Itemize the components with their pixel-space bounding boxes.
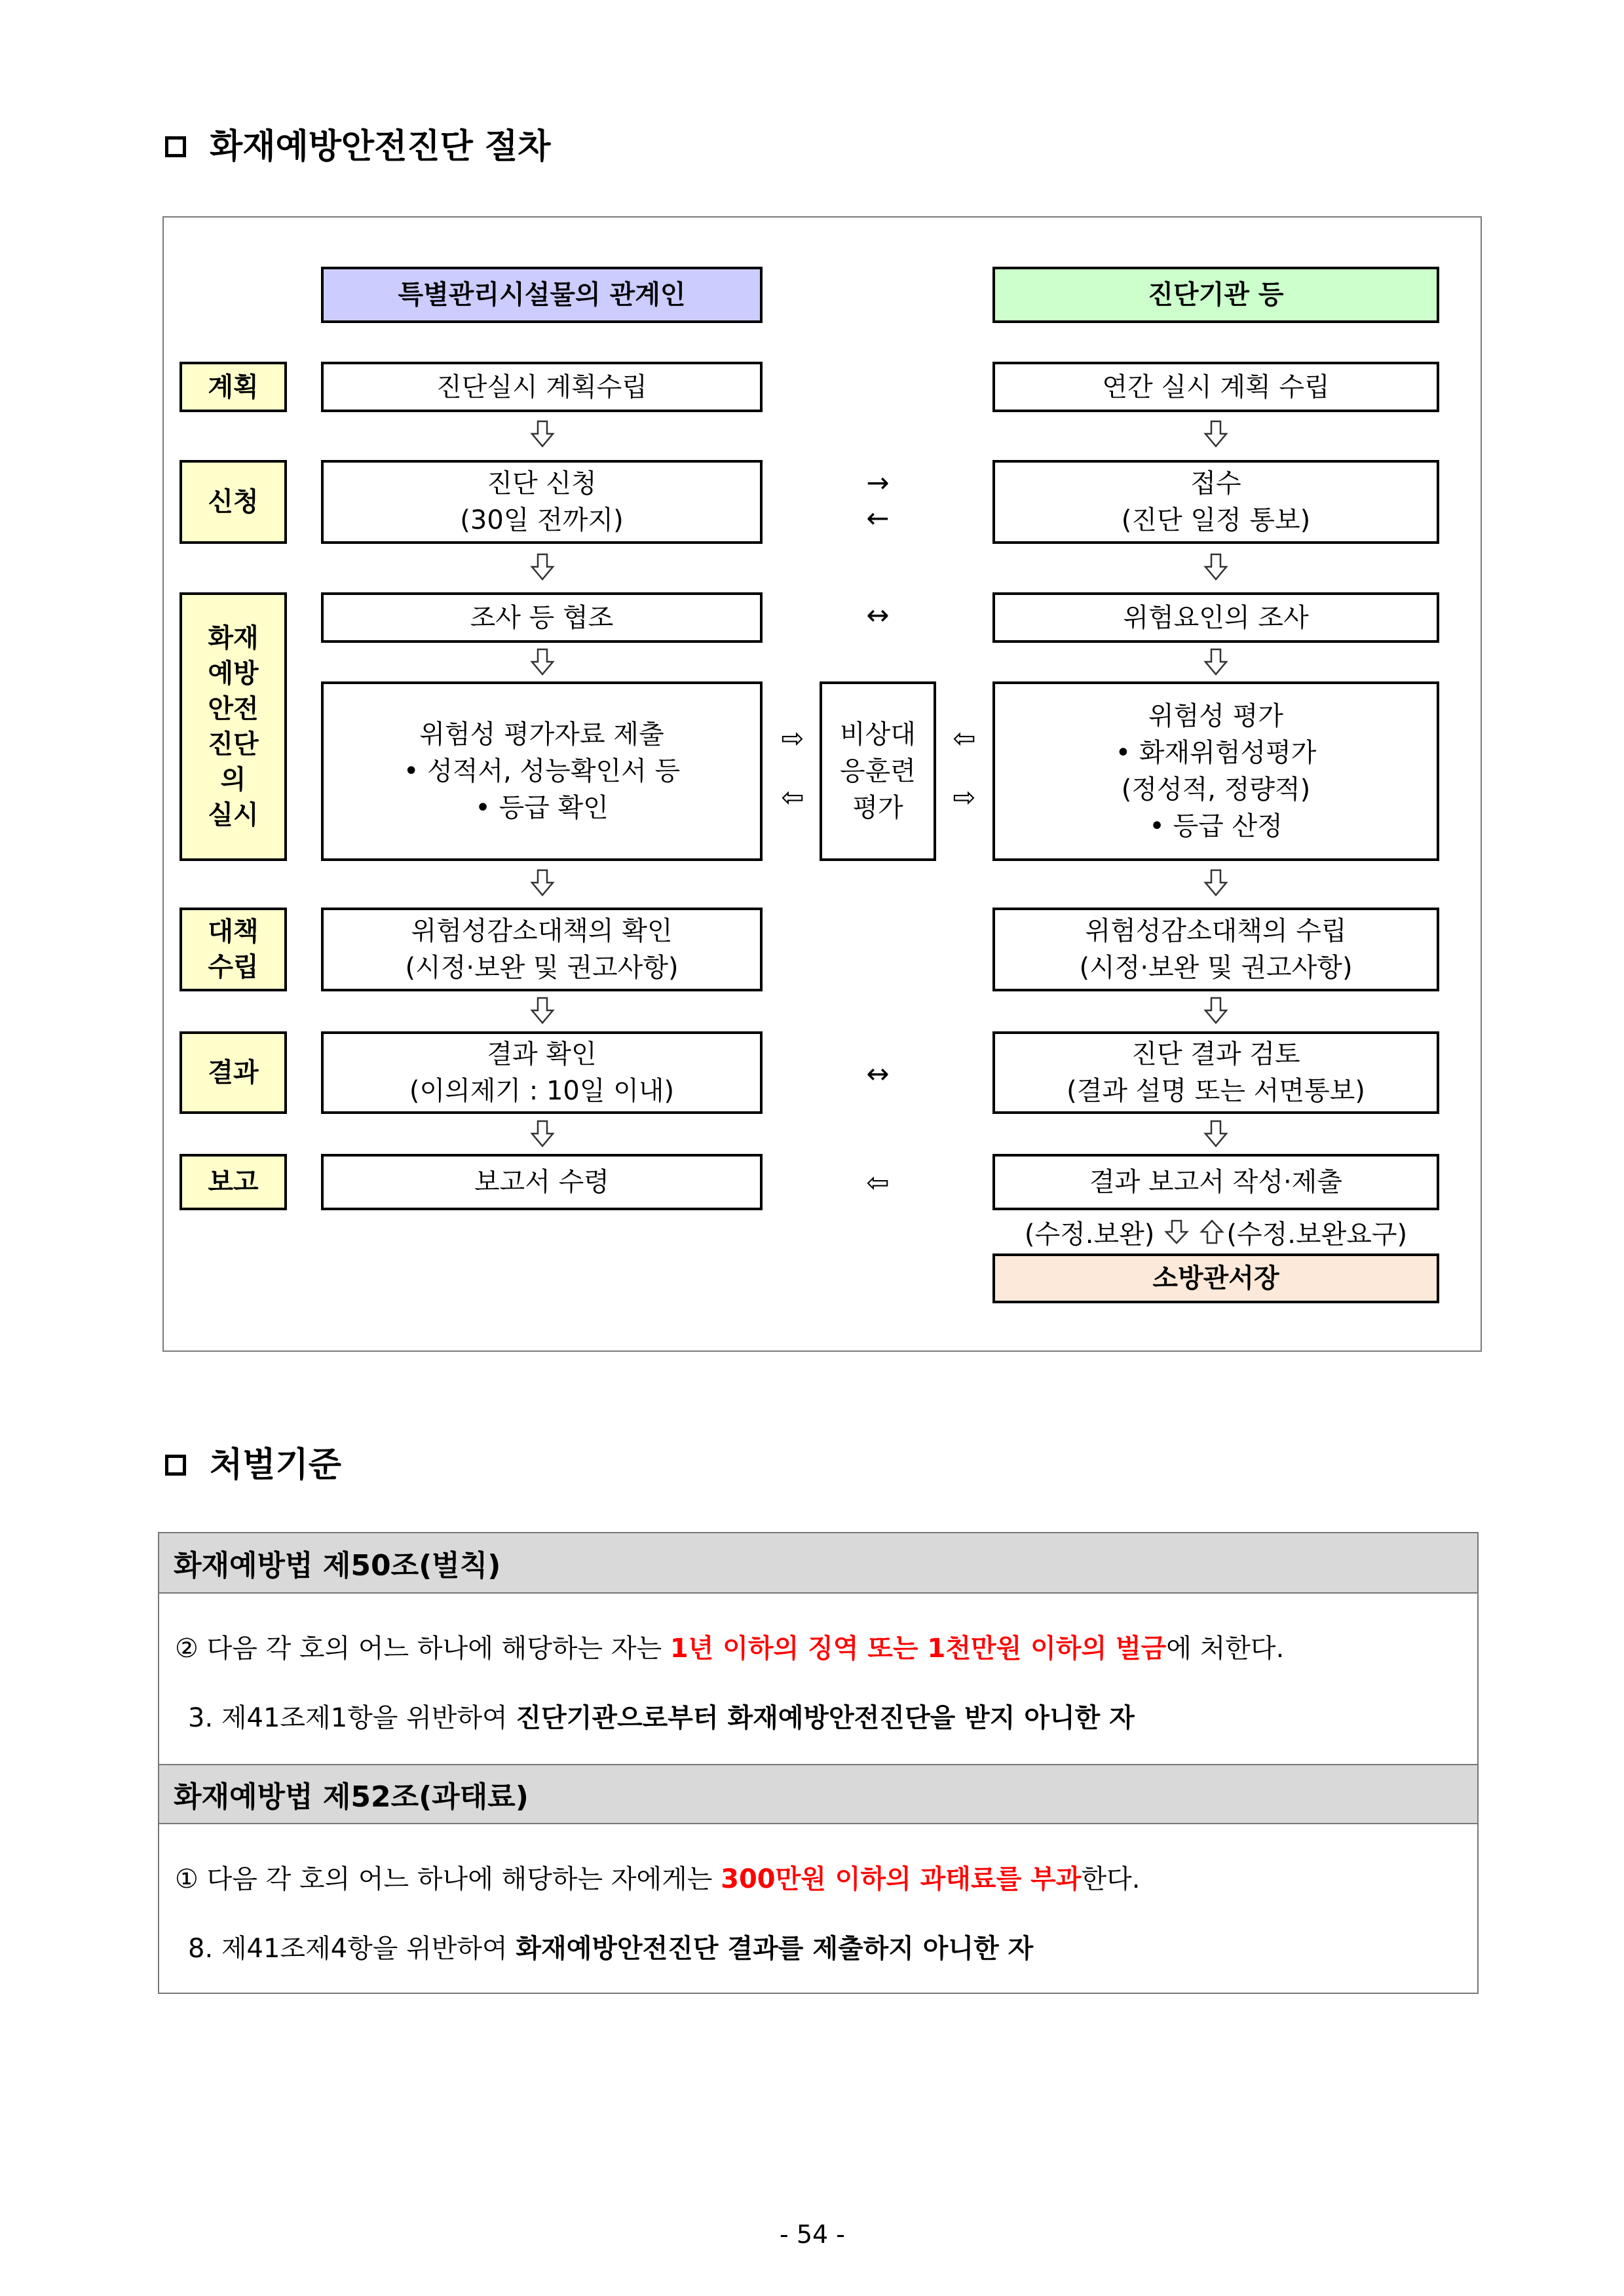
stage-result: 결과 <box>179 1031 287 1114</box>
hollow-down-arrow-icon <box>529 1119 556 1148</box>
stage-exec-line: 예방 <box>208 659 259 689</box>
right-evaluate-line: • 화재위험성평가 <box>1115 738 1317 768</box>
stage-measure <box>179 908 287 991</box>
left-apply-line: (30일 전까지) <box>460 505 624 535</box>
stage-exec-line: 안전 <box>208 694 259 724</box>
hollow-up-arrow-icon <box>1199 1219 1225 1245</box>
article50-item <box>188 1697 1135 1734</box>
article52-clause <box>175 1858 1140 1896</box>
left-measure-line: (시정·보완 및 권고사항) <box>405 953 679 983</box>
drill-line: 비상대 <box>840 719 916 750</box>
left-result-line: (이의제기 : 10일 이내) <box>409 1076 675 1106</box>
clause-text: ① 다음 각 호의 어느 하나에 해당하는 자에게는 <box>175 1864 721 1894</box>
left-apply-line: 진단 신청 <box>487 469 597 499</box>
fire-chief-box: 소방관서장 <box>992 1253 1439 1303</box>
right-apply-line: (진단 일정 통보) <box>1121 505 1311 535</box>
hollow-down-arrow-icon <box>529 419 556 448</box>
right-investigate-box: 위험요인의 조사 <box>992 592 1439 643</box>
hollow-left-arrow-icon: ⇦ <box>781 781 804 813</box>
right-result-line: (결과 설명 또는 서면통보) <box>1067 1076 1365 1106</box>
right-evaluate-line: • 등급 산정 <box>1149 811 1283 841</box>
hollow-down-arrow-icon <box>1203 647 1229 676</box>
stage-measure-line: 수립 <box>208 952 259 982</box>
stage-exec-line: 실시 <box>208 800 259 830</box>
drill-evaluation-box <box>820 681 936 861</box>
left-cooperate-box: 조사 등 협조 <box>321 592 763 643</box>
right-measure-line: 위험성감소대책의 수립 <box>1085 916 1347 946</box>
left-apply-box <box>321 460 763 544</box>
revision-note-left: (수정.보완) <box>1024 1219 1155 1250</box>
right-report-box: 결과 보고서 작성·제출 <box>992 1154 1439 1210</box>
left-arrow-icon: ← <box>866 502 890 534</box>
article52-item <box>188 1928 1033 1965</box>
left-column-header: 특별관리시설물의 관계인 <box>321 267 763 323</box>
hollow-down-arrow-icon <box>1203 1119 1229 1148</box>
stage-apply: 신청 <box>179 460 287 544</box>
hollow-down-arrow-icon <box>1203 552 1229 581</box>
stage-exec <box>179 592 287 861</box>
section-title-text: 화재예방안전진단 절차 <box>210 127 551 166</box>
right-evaluate-line: (정성적, 정량적) <box>1121 775 1311 805</box>
left-measure-box <box>321 908 763 991</box>
right-apply-box <box>992 460 1439 544</box>
hollow-right-arrow-icon: ⇨ <box>953 781 976 813</box>
clause-penalty-highlight: 1년 이하의 징역 또는 1천만원 이하의 벌금 <box>670 1634 1167 1664</box>
hollow-down-arrow-icon <box>529 996 556 1025</box>
item-bold-text: 화재예방안전진단 결과를 제출하지 아니한 자 <box>516 1934 1034 1964</box>
clause-text-end: 에 처한다. <box>1166 1634 1285 1664</box>
hollow-down-arrow-icon <box>529 647 556 676</box>
revision-note-right: (수정.보완요구) <box>1226 1219 1408 1250</box>
checkbox-square-icon <box>165 136 186 157</box>
penalty-header-text: 화재예방법 제52조(과태료) <box>174 1780 529 1814</box>
hollow-down-arrow-icon <box>529 552 556 581</box>
checkbox-square-icon <box>165 1455 186 1476</box>
right-apply-line: 접수 <box>1190 469 1241 499</box>
hollow-down-arrow-icon <box>1203 996 1229 1025</box>
left-submit-line: • 등급 확인 <box>475 793 609 823</box>
hollow-down-arrow-icon <box>529 868 556 897</box>
left-result-line: 결과 확인 <box>487 1039 597 1069</box>
hollow-left-arrow-icon: ⇦ <box>866 1166 890 1198</box>
hollow-down-arrow-icon <box>1203 868 1229 897</box>
drill-line: 평가 <box>852 793 903 823</box>
clause-text: ② 다음 각 호의 어느 하나에 해당하는 자는 <box>175 1634 670 1664</box>
section-title-text: 처벌기준 <box>210 1445 341 1485</box>
stage-plan: 계획 <box>179 362 287 412</box>
clause-penalty-highlight: 300만원 이하의 과태료를 부과 <box>721 1864 1082 1894</box>
left-right-arrow-icon: ↔ <box>866 1058 890 1090</box>
left-plan-box: 진단실시 계획수립 <box>321 362 763 412</box>
left-right-arrow-icon: ↔ <box>866 599 890 631</box>
stage-exec-line: 화재 <box>208 623 259 653</box>
left-submit-box <box>321 681 763 861</box>
hollow-down-arrow-icon <box>1163 1219 1190 1245</box>
right-evaluate-line: 위험성 평가 <box>1148 701 1283 731</box>
right-measure-line: (시정·보완 및 권고사항) <box>1079 953 1353 983</box>
left-submit-line: 위험성 평가자료 제출 <box>419 719 664 750</box>
report-revision-note <box>992 1213 1439 1251</box>
right-result-line: 진단 결과 검토 <box>1131 1039 1300 1069</box>
penalty-header-article52 <box>159 1764 1477 1824</box>
left-result-box <box>321 1031 763 1114</box>
clause-text-end: 한다. <box>1081 1864 1141 1894</box>
hollow-down-arrow-icon <box>1203 419 1229 448</box>
stage-exec-line: 진단 <box>208 729 259 759</box>
stage-report: 보고 <box>179 1154 287 1210</box>
article50-clause <box>175 1628 1284 1665</box>
left-report-box: 보고서 수령 <box>321 1154 763 1210</box>
penalty-header-article50 <box>159 1533 1477 1594</box>
hollow-left-arrow-icon: ⇦ <box>953 722 976 754</box>
item-text: 3. 제41조제1항을 위반하여 <box>188 1703 516 1733</box>
right-evaluate-box <box>992 681 1439 861</box>
stage-exec-line: 의 <box>220 765 246 795</box>
item-bold-text: 진단기관으로부터 화재예방안전진단을 받지 아니한 자 <box>516 1703 1135 1733</box>
page-number: - 54 - <box>780 2220 845 2249</box>
right-plan-box: 연간 실시 계획 수립 <box>992 362 1439 412</box>
section-title-procedure <box>165 127 550 166</box>
stage-measure-line: 대책 <box>208 917 259 947</box>
left-measure-line: 위험성감소대책의 확인 <box>411 916 673 946</box>
right-arrow-icon: → <box>866 467 890 499</box>
drill-line: 응훈련 <box>840 756 916 786</box>
penalty-table <box>158 1532 1479 1994</box>
left-submit-line: • 성적서, 성능확인서 등 <box>403 756 681 786</box>
penalty-header-text: 화재예방법 제50조(벌칙) <box>174 1549 501 1582</box>
right-measure-box <box>992 908 1439 991</box>
right-result-box <box>992 1031 1439 1114</box>
section-title-penalty <box>165 1445 341 1485</box>
hollow-right-arrow-icon: ⇨ <box>781 722 804 754</box>
item-text: 8. 제41조제4항을 위반하여 <box>188 1934 516 1964</box>
right-column-header: 진단기관 등 <box>992 267 1439 323</box>
